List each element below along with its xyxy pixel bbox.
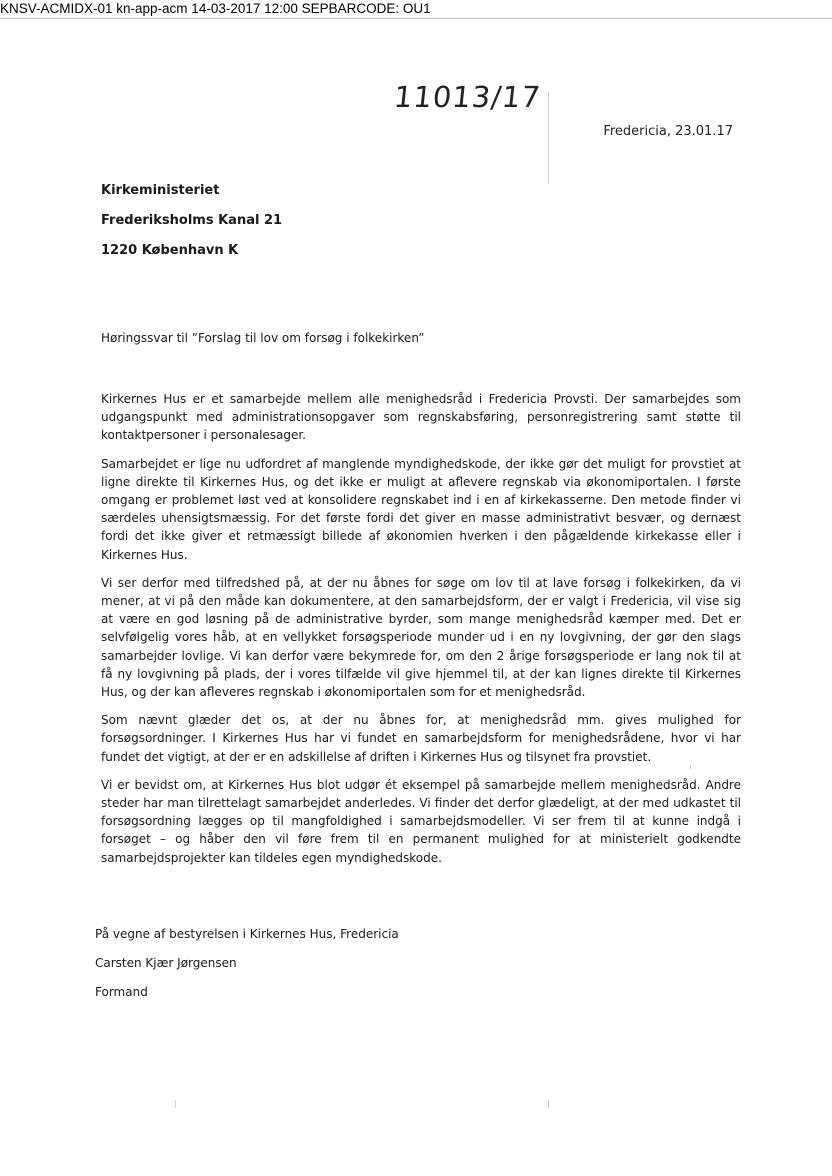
body-paragraph: Vi ser derfor med tilfredshed på, at der nu åbnes for søge om lov til at lave forsøg i folkekirken, da vi mener, at vi på den måde kan dokumentere, at den samarbejdsform, der er valgt i Fredericia, vil vise sig at være en god løsning på de administrative byrder, som mange menighedsråd kæmper med. Det er selvfølgelig vores håb, at en vellykket forsøgsperiode munder ud i en ny lovgivning, der gør den slags samarbejder lovlige. Vi kan derfor være bekymrede for, om den 2 årige forsøgsperiode er lang nok til at få ny lovgivning på plads, der i vores tilfælde vil give hjemmel til, at der kan lignes direkte til Kirkernes Hus, og der kan afleveres regnskab i økonomiportalen som for et menighedsråd. (101, 575, 741, 700)
letter-subject: Høringssvar til ”Forslag til lov om forsøg i folkekirken” (101, 331, 425, 345)
fax-header: KNSV-ACMIDX-01 kn-app-acm 14-03-2017 12:00 SEPBARCODE: OU1 (0, 1, 431, 16)
signature-title: Formand (95, 985, 148, 999)
fax-header-rule (0, 18, 832, 19)
scan-mark (175, 1100, 176, 1108)
signature-on-behalf: På vegne af bestyrelsen i Kirkernes Hus, Fredericia (95, 927, 399, 941)
scan-mark (548, 92, 549, 184)
signature-block (95, 925, 399, 1012)
signature-name: Carsten Kjær Jørgensen (95, 956, 237, 970)
recipient-city: 1220 København K (101, 243, 239, 258)
letter-body (101, 390, 741, 877)
handwritten-journal-number: 11013/17 (392, 80, 543, 114)
recipient-address (101, 182, 282, 272)
body-paragraph: Som nævnt glæder det os, at der nu åbnes for, at menighedsråd mm. gives mulighed for forsøgsordninger. I Kirkernes Hus har vi fundet en samarbejdsform for menighedsrådene, hvor vi har fundet det vigtigt, at der er en adskillelse af driften i Kirkernes Hus og tilsynet fra provstiet. (101, 713, 741, 764)
recipient-street: Frederiksholms Kanal 21 (101, 213, 283, 228)
body-paragraph: Vi er bevidst om, at Kirkernes Hus blot udgør ét eksempel på samarbejde mellem menighedsråd. Andre steder har man tilrettelagt samarbejdet anderledes. Vi finder det derfor glædeligt, at der med udkastet til forsøgsordning lægges op til mangfoldighed i samarbejdsmodeller. Vi ser frem til at kunne indgå i forsøget – og håber den vil føre frem til en permanent mulighed for at ministerielt godkendte samarbejdsprojekter kan tildeles egen myndighedskode. (101, 777, 741, 865)
body-paragraph: Samarbejdet er lige nu udfordret af manglende myndighedskode, der ikke gør det muligt for provstiet at ligne direkte til Kirkernes Hus, og det ikke er muligt at aflevere regnskab via økonomiportalen. I første omgang er problemet løst ved at konsolidere regnskabet ind i en af kirkekasserne. Den metode finder vi særdeles uhensigtsmæssig. For det første fordi det giver en masse administrativt besvær, og dernæst fordi det ikke giver et retmæssigt billede af økonomien hverken i den pågældende kirkekasse eller i Kirkernes Hus. (101, 456, 741, 562)
recipient-name: Kirkeministeriet (101, 183, 220, 198)
body-paragraph: Kirkernes Hus er et samarbejde mellem alle menighedsråd i Fredericia Provsti. Der samarbejdes som udgangspunkt med administrationsopgaver som regnskabsføring, personregistrering samt støtte til kontaktpersoner i personalesager. (101, 392, 741, 443)
letter-date: Fredericia, 23.01.17 (603, 124, 733, 139)
scan-mark (548, 1100, 549, 1108)
